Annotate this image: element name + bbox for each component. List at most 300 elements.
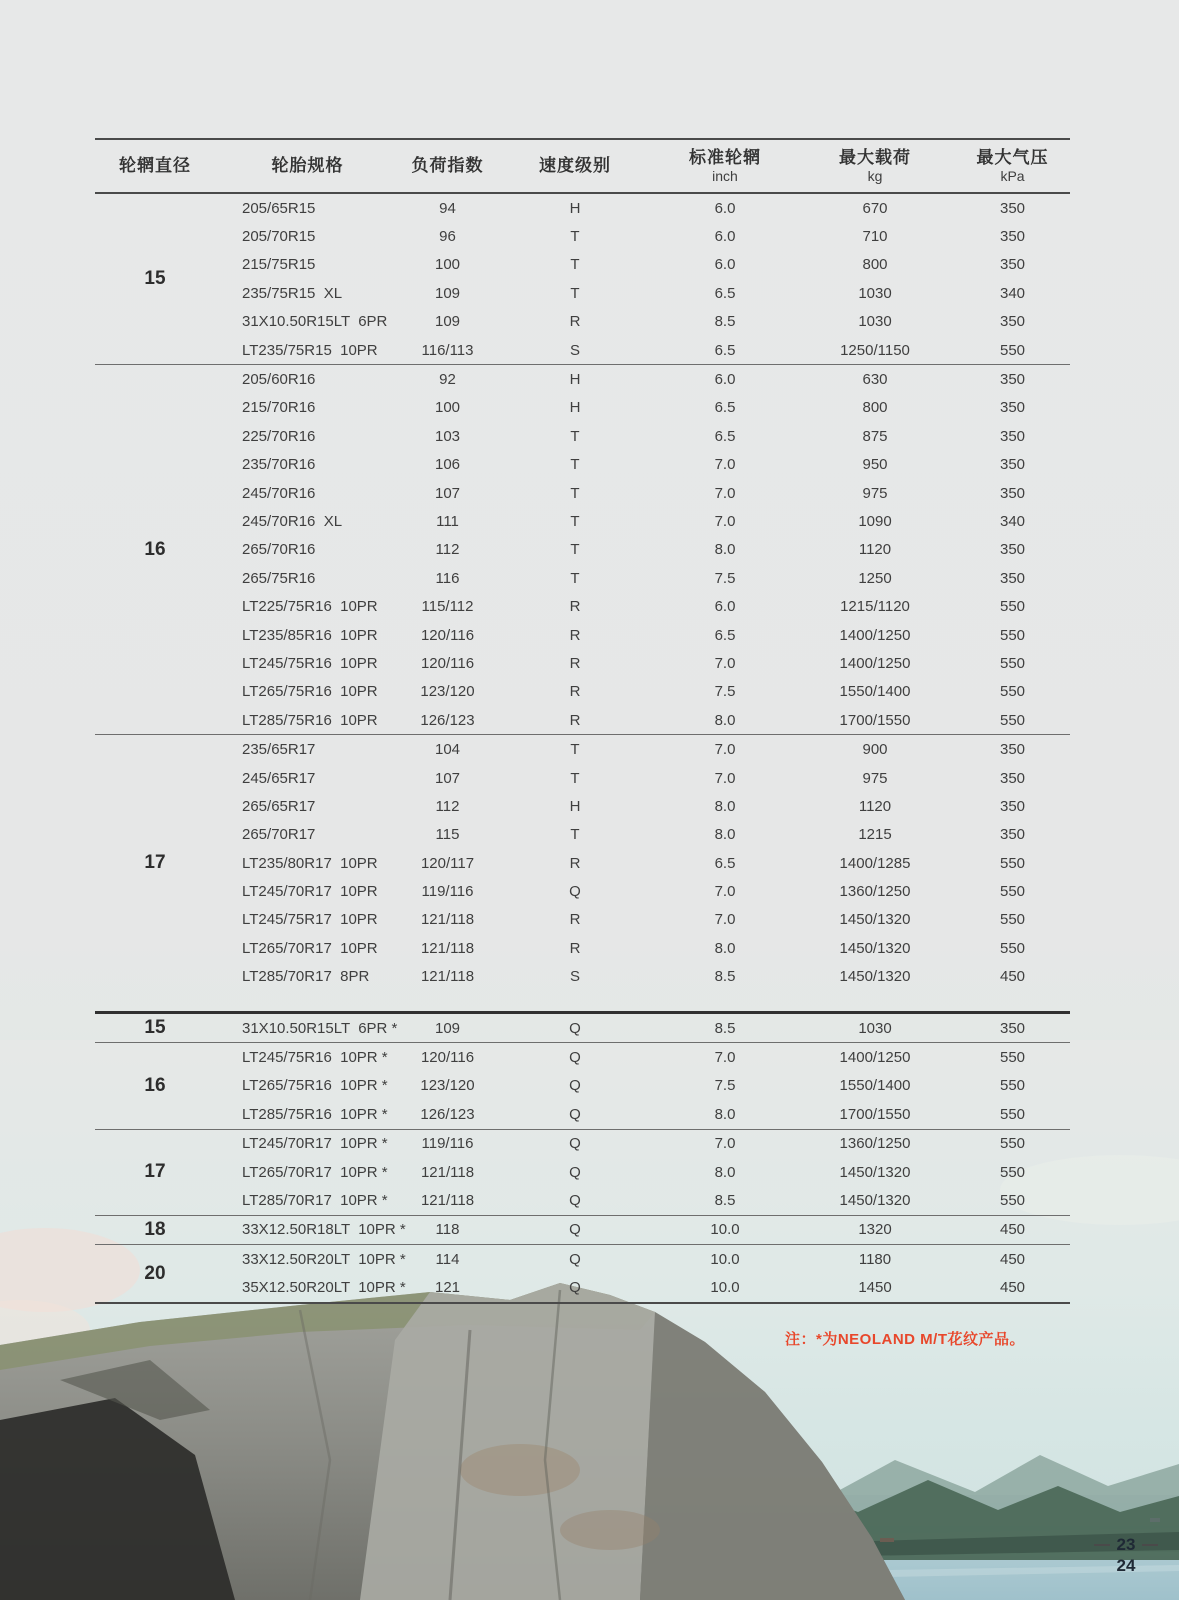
cell-rim-inch: 6.5	[714, 284, 736, 302]
cell-rim-inch: 6.5	[714, 427, 736, 445]
cell-tire-size: LT225/75R16 10PR	[242, 598, 378, 616]
cell-tire-size: 215/70R16	[242, 399, 316, 417]
table-row	[215, 649, 1070, 677]
cell-max-pressure-kpa: 350	[999, 456, 1026, 474]
cell-max-pressure-kpa: 550	[999, 598, 1026, 616]
cell-rim-inch: 8.0	[714, 939, 736, 957]
cell-max-load-kg: 1400/1250	[839, 654, 911, 672]
cell-max-load-kg: 670	[862, 199, 888, 217]
cell-rim-inch: 8.0	[714, 1163, 736, 1181]
cell-max-pressure-kpa: 550	[999, 1135, 1026, 1153]
cell-max-pressure-kpa: 350	[999, 228, 1026, 246]
rim-diameter-label: 17	[144, 1161, 166, 1183]
column-header: 速度级别	[539, 156, 611, 176]
table-row	[215, 877, 1070, 905]
cell-max-pressure-kpa: 350	[999, 1019, 1026, 1037]
cell-max-load-kg: 1120	[858, 541, 892, 559]
cell-tire-size: LT245/75R16 10PR	[242, 654, 378, 672]
cell-max-load-kg: 1030	[858, 1019, 892, 1037]
cell-speed-rating: T	[570, 512, 580, 530]
cell-load-index: 126/123	[420, 1105, 475, 1123]
rim-diameter-label: 16	[144, 1074, 166, 1096]
cell-max-pressure-kpa: 350	[999, 569, 1026, 587]
cell-max-pressure-kpa: 550	[999, 1105, 1026, 1123]
cell-rim-inch: 10.0	[710, 1279, 740, 1297]
cell-max-pressure-kpa: 340	[999, 512, 1026, 530]
rim-diameter-section	[95, 1042, 1070, 1128]
cell-load-index: 121/118	[420, 968, 475, 986]
cell-max-load-kg: 1400/1250	[839, 1049, 911, 1067]
cell-max-load-kg: 950	[862, 456, 888, 474]
cell-speed-rating: Q	[569, 1192, 581, 1210]
cell-tire-size: 215/75R15	[242, 256, 316, 274]
cell-max-load-kg: 900	[862, 741, 888, 759]
cell-max-load-kg: 1360/1250	[839, 1135, 911, 1153]
rim-diameter-section	[95, 1014, 1070, 1042]
cell-rim-inch: 6.5	[714, 399, 736, 417]
table-row	[215, 621, 1070, 649]
cell-max-pressure-kpa: 550	[999, 1077, 1026, 1095]
cell-rim-inch: 7.0	[714, 741, 736, 759]
cell-load-index: 121/118	[420, 939, 475, 957]
rim-diameter-label: 17	[144, 852, 166, 874]
cell-tire-size: 225/70R16	[242, 427, 316, 445]
cell-max-pressure-kpa: 350	[999, 427, 1026, 445]
cell-rim-inch: 8.5	[714, 313, 736, 331]
page-number-bottom: 24	[1116, 1556, 1136, 1575]
cell-load-index: 119/116	[421, 1135, 474, 1153]
cell-tire-size: LT285/75R16 10PR	[242, 711, 378, 729]
cell-tire-size: 235/65R17	[242, 741, 316, 759]
cell-tire-size: LT245/75R16 10PR *	[242, 1049, 388, 1067]
cell-speed-rating: T	[570, 284, 580, 302]
cell-rim-inch: 7.0	[714, 456, 736, 474]
cell-tire-size: LT235/80R17 10PR	[242, 854, 378, 872]
cell-rim-inch: 7.5	[714, 1077, 736, 1095]
rim-diameter-label: 15	[144, 268, 166, 290]
cell-speed-rating: Q	[569, 1163, 581, 1181]
footnote: 注：*为NEOLAND M/T花纹产品。	[785, 1331, 1025, 1348]
cell-tire-size: LT285/70R17 8PR	[242, 968, 370, 986]
cell-max-load-kg: 875	[862, 427, 888, 445]
cell-max-load-kg: 975	[862, 484, 888, 502]
cell-tire-size: 265/70R16	[242, 541, 316, 559]
cell-tire-size: 265/75R16	[242, 569, 316, 587]
cell-rim-inch: 7.0	[714, 484, 736, 502]
cell-max-pressure-kpa: 450	[999, 1250, 1026, 1268]
table-row	[215, 336, 1070, 364]
cell-rim-inch: 8.0	[714, 1105, 736, 1123]
cell-max-load-kg: 1030	[858, 313, 892, 331]
cell-tire-size: LT245/70R17 10PR	[242, 883, 378, 901]
cell-rim-inch: 7.0	[714, 769, 736, 787]
table-row	[215, 308, 1070, 336]
cell-max-load-kg: 630	[862, 371, 888, 389]
cell-max-pressure-kpa: 550	[999, 626, 1026, 644]
cell-tire-size: LT235/75R15 10PR	[242, 341, 378, 359]
table-row	[215, 1245, 1070, 1273]
cell-load-index: 114	[435, 1250, 460, 1268]
cell-speed-rating: R	[569, 711, 581, 729]
cell-rim-inch: 8.0	[714, 797, 736, 815]
cell-tire-size: 205/70R15	[242, 228, 316, 246]
cell-load-index: 121/118	[420, 1163, 475, 1181]
cell-max-load-kg: 1400/1250	[839, 626, 911, 644]
cell-max-load-kg: 975	[862, 769, 888, 787]
cell-rim-inch: 6.0	[714, 371, 736, 389]
rim-diameter-label: 15	[144, 1017, 166, 1039]
cell-load-index: 120/116	[420, 626, 475, 644]
table-row	[215, 1043, 1070, 1071]
cell-speed-rating: Q	[569, 1135, 581, 1153]
table-row	[215, 678, 1070, 706]
cell-max-load-kg: 1550/1400	[839, 1077, 911, 1095]
cell-speed-rating: Q	[569, 1077, 581, 1095]
rock-tan-patch	[560, 1510, 660, 1550]
table-row	[215, 934, 1070, 962]
cell-load-index: 112	[435, 797, 460, 815]
table-row	[215, 1158, 1070, 1186]
table-row	[215, 251, 1070, 279]
cell-tire-size: 205/60R16	[242, 371, 316, 389]
table-row	[215, 1274, 1070, 1302]
cell-max-load-kg: 1030	[858, 284, 892, 302]
table-row	[215, 564, 1070, 592]
tire-spec-table-mt	[95, 1011, 1070, 1304]
cell-speed-rating: R	[569, 626, 581, 644]
cell-load-index: 121/118	[420, 1192, 475, 1210]
table-row	[215, 1186, 1070, 1214]
cell-max-pressure-kpa: 350	[999, 741, 1026, 759]
cell-rim-inch: 7.0	[714, 911, 736, 929]
cell-speed-rating: T	[570, 569, 580, 587]
cell-load-index: 109	[434, 313, 461, 331]
table-row	[215, 821, 1070, 849]
cell-rim-inch: 7.5	[714, 569, 736, 587]
page-number-top: 23	[1116, 1535, 1136, 1554]
cell-speed-rating: Q	[569, 883, 581, 901]
cell-speed-rating: R	[569, 313, 581, 331]
cell-rim-inch: 8.5	[714, 1019, 736, 1037]
cell-load-index: 115/112	[421, 598, 474, 616]
cell-load-index: 116	[435, 569, 460, 587]
rock-light-face	[360, 1283, 655, 1600]
cell-rim-inch: 7.0	[714, 1135, 736, 1153]
cell-rim-inch: 8.0	[714, 711, 736, 729]
cell-max-load-kg: 1180	[858, 1250, 892, 1268]
cell-rim-inch: 8.5	[714, 968, 736, 986]
rim-diameter-section	[95, 194, 1070, 364]
cell-rim-inch: 10.0	[710, 1221, 740, 1239]
table-row	[215, 1014, 1070, 1042]
cell-max-load-kg: 1550/1400	[839, 683, 911, 701]
cell-load-index: 106	[434, 456, 461, 474]
cell-max-pressure-kpa: 350	[999, 399, 1026, 417]
cell-max-load-kg: 1450/1320	[839, 1192, 911, 1210]
cell-rim-inch: 7.0	[714, 1049, 736, 1067]
table-header-row	[95, 140, 1070, 194]
cell-tire-size: LT245/75R17 10PR	[242, 911, 378, 929]
cell-max-load-kg: 1090	[858, 512, 892, 530]
table-row	[215, 706, 1070, 734]
cell-load-index: 116/113	[421, 341, 474, 359]
cell-tire-size: 35X12.50R20LT 10PR *	[242, 1279, 406, 1297]
cell-tire-size: 31X10.50R15LT 6PR *	[242, 1019, 398, 1037]
cell-max-pressure-kpa: 550	[999, 1049, 1026, 1067]
rim-diameter-section	[95, 1129, 1070, 1215]
column-header: 轮胎规格	[271, 156, 344, 176]
cell-speed-rating: Q	[569, 1019, 581, 1037]
cell-tire-size: LT285/75R16 10PR *	[242, 1105, 388, 1123]
cell-max-pressure-kpa: 350	[999, 313, 1026, 331]
rim-diameter-label: 16	[144, 538, 166, 560]
cell-max-load-kg: 1360/1250	[839, 883, 911, 901]
cell-load-index: 104	[434, 741, 461, 759]
column-header: 最大气压 kPa	[976, 147, 1049, 184]
cell-max-load-kg: 1400/1285	[839, 854, 911, 872]
cell-tire-size: 235/70R16	[242, 456, 316, 474]
table-row	[215, 735, 1070, 763]
cell-max-pressure-kpa: 450	[999, 1221, 1026, 1239]
cell-tire-size: 33X12.50R18LT 10PR *	[242, 1221, 406, 1239]
cell-max-load-kg: 1450/1320	[839, 1163, 911, 1181]
cell-max-pressure-kpa: 550	[999, 939, 1026, 957]
cell-max-pressure-kpa: 350	[999, 797, 1026, 815]
cell-load-index: 96	[439, 228, 456, 246]
cell-tire-size: 245/70R16	[242, 484, 316, 502]
cell-max-pressure-kpa: 350	[999, 371, 1026, 389]
cell-rim-inch: 6.0	[714, 199, 736, 217]
table-row	[215, 963, 1070, 991]
cell-tire-size: 31X10.50R15LT 6PR	[242, 313, 388, 331]
table-row	[215, 394, 1070, 422]
cell-load-index: 121/118	[420, 911, 475, 929]
cell-load-index: 121	[434, 1279, 461, 1297]
cell-max-pressure-kpa: 350	[999, 769, 1026, 787]
cell-load-index: 126/123	[420, 711, 475, 729]
cell-load-index: 111	[436, 512, 459, 530]
cell-load-index: 107	[434, 484, 461, 502]
cell-tire-size: LT265/75R16 10PR *	[242, 1077, 388, 1095]
table-row	[215, 479, 1070, 507]
cell-load-index: 120/116	[420, 1049, 475, 1067]
cell-speed-rating: Q	[569, 1221, 581, 1239]
table-row	[215, 792, 1070, 820]
table-row	[215, 279, 1070, 307]
cell-rim-inch: 8.0	[714, 826, 736, 844]
cell-max-pressure-kpa: 450	[999, 1279, 1026, 1297]
cell-speed-rating: T	[570, 228, 580, 246]
cell-speed-rating: Q	[569, 1105, 581, 1123]
cell-max-load-kg: 1215	[858, 826, 892, 844]
cell-max-load-kg: 800	[862, 256, 888, 274]
cell-rim-inch: 6.5	[714, 626, 736, 644]
cell-rim-inch: 6.0	[714, 598, 736, 616]
cell-speed-rating: T	[570, 541, 580, 559]
table-row	[215, 365, 1070, 393]
cell-load-index: 109	[434, 1019, 461, 1037]
table-row	[215, 1072, 1070, 1100]
table-row	[215, 1216, 1070, 1244]
cell-tire-size: 265/65R17	[242, 797, 316, 815]
cell-speed-rating: T	[570, 256, 580, 274]
cell-tire-size: LT245/70R17 10PR *	[242, 1135, 388, 1153]
cell-max-pressure-kpa: 350	[999, 484, 1026, 502]
cell-load-index: 115	[435, 826, 460, 844]
cell-speed-rating: H	[569, 371, 581, 389]
page-number	[1091, 1536, 1161, 1574]
cell-rim-inch: 10.0	[710, 1250, 740, 1268]
rim-diameter-section	[95, 734, 1070, 991]
cell-tire-size: LT285/70R17 10PR *	[242, 1192, 388, 1210]
table-row	[215, 194, 1070, 222]
tire-spec-table-main	[95, 138, 1070, 991]
cell-rim-inch: 7.0	[714, 512, 736, 530]
cell-max-load-kg: 800	[862, 399, 888, 417]
cell-speed-rating: T	[570, 826, 580, 844]
cell-tire-size: 245/70R16 XL	[242, 512, 343, 530]
cell-tire-size: 235/75R15 XL	[242, 284, 343, 302]
cell-max-pressure-kpa: 350	[999, 256, 1026, 274]
cell-load-index: 100	[434, 256, 461, 274]
cell-load-index: 103	[434, 427, 461, 445]
cell-max-pressure-kpa: 550	[999, 911, 1026, 929]
cell-load-index: 120/116	[420, 654, 475, 672]
column-header: 负荷指数	[411, 156, 484, 176]
cell-speed-rating: R	[569, 683, 581, 701]
table-row	[215, 1130, 1070, 1158]
cell-load-index: 123/120	[420, 683, 475, 701]
rock-tan-patch	[460, 1444, 580, 1496]
cell-tire-size: 33X12.50R20LT 10PR *	[242, 1250, 406, 1268]
rim-diameter-label: 20	[144, 1262, 166, 1284]
cell-rim-inch: 7.0	[714, 883, 736, 901]
rim-diameter-section	[95, 364, 1070, 734]
cell-rim-inch: 8.5	[714, 1192, 736, 1210]
cell-load-index: 109	[434, 284, 461, 302]
cell-speed-rating: R	[569, 939, 581, 957]
cell-max-load-kg: 1250	[858, 569, 892, 587]
cell-max-pressure-kpa: 550	[999, 341, 1026, 359]
cell-max-pressure-kpa: 550	[999, 711, 1026, 729]
cell-rim-inch: 7.0	[714, 654, 736, 672]
cell-rim-inch: 6.0	[714, 256, 736, 274]
cell-load-index: 112	[435, 541, 460, 559]
rim-diameter-label: 18	[144, 1218, 166, 1240]
cell-rim-inch: 6.5	[714, 854, 736, 872]
table-row	[215, 451, 1070, 479]
rim-diameter-section	[95, 1244, 1070, 1302]
cell-tire-size: 265/70R17	[242, 826, 316, 844]
cell-speed-rating: Q	[569, 1049, 581, 1067]
cell-max-pressure-kpa: 350	[999, 826, 1026, 844]
cell-speed-rating: R	[569, 854, 581, 872]
cell-max-pressure-kpa: 550	[999, 1163, 1026, 1181]
cell-rim-inch: 6.0	[714, 228, 736, 246]
cell-speed-rating: R	[569, 654, 581, 672]
cell-max-pressure-kpa: 450	[999, 968, 1026, 986]
cell-max-pressure-kpa: 350	[999, 199, 1026, 217]
column-header: 轮辋直径	[119, 156, 191, 176]
cell-max-load-kg: 1450	[858, 1279, 892, 1297]
table-row	[215, 1100, 1070, 1128]
cell-load-index: 118	[435, 1221, 460, 1239]
cell-tire-size: LT265/70R17 10PR	[242, 939, 378, 957]
cell-load-index: 92	[439, 371, 456, 389]
cell-max-load-kg: 1700/1550	[839, 711, 911, 729]
cell-load-index: 119/116	[421, 883, 474, 901]
page-number-dash	[1094, 1544, 1110, 1546]
table-row	[215, 222, 1070, 250]
cell-max-load-kg: 1320	[858, 1221, 892, 1239]
cell-max-pressure-kpa: 350	[999, 541, 1026, 559]
cell-max-load-kg: 1120	[858, 797, 892, 815]
cell-speed-rating: Q	[569, 1279, 581, 1297]
cell-tire-size: 205/65R15	[242, 199, 316, 217]
boat	[880, 1538, 894, 1542]
cell-speed-rating: H	[569, 797, 581, 815]
cell-tire-size: LT235/85R16 10PR	[242, 626, 378, 644]
cell-speed-rating: T	[570, 427, 580, 445]
cell-max-pressure-kpa: 550	[999, 883, 1026, 901]
cell-speed-rating: T	[570, 456, 580, 474]
table-row	[215, 592, 1070, 620]
cell-max-pressure-kpa: 550	[999, 654, 1026, 672]
cell-max-load-kg: 1215/1120	[840, 598, 910, 616]
cell-max-load-kg: 1450/1320	[839, 939, 911, 957]
cell-load-index: 107	[434, 769, 461, 787]
rim-diameter-section	[95, 1215, 1070, 1244]
cell-speed-rating: T	[570, 769, 580, 787]
table-row	[215, 849, 1070, 877]
cell-speed-rating: S	[569, 341, 580, 359]
cell-tire-size: LT265/70R17 10PR *	[242, 1163, 388, 1181]
cell-max-pressure-kpa: 550	[999, 683, 1026, 701]
cell-load-index: 100	[434, 399, 461, 417]
cell-speed-rating: H	[569, 199, 581, 217]
cell-rim-inch: 6.5	[714, 341, 736, 359]
cell-speed-rating: S	[569, 968, 580, 986]
cell-speed-rating: T	[570, 741, 580, 759]
column-header: 标准轮辋 inch	[689, 147, 761, 184]
cell-speed-rating: Q	[569, 1250, 581, 1268]
cell-load-index: 123/120	[420, 1077, 475, 1095]
boat	[1150, 1518, 1160, 1522]
column-header: 最大载荷 kg	[839, 147, 911, 184]
cell-load-index: 120/117	[420, 854, 475, 872]
cell-tire-size: 245/65R17	[242, 769, 316, 787]
table-row	[215, 507, 1070, 535]
cell-speed-rating: R	[569, 911, 581, 929]
cell-max-pressure-kpa: 550	[999, 854, 1026, 872]
cell-speed-rating: R	[569, 598, 581, 616]
table-row	[215, 422, 1070, 450]
cell-max-load-kg: 1250/1150	[840, 341, 910, 359]
cell-max-load-kg: 710	[862, 228, 888, 246]
cell-max-pressure-kpa: 550	[999, 1192, 1026, 1210]
table-row	[215, 536, 1070, 564]
cell-max-load-kg: 1700/1550	[839, 1105, 911, 1123]
cell-load-index: 94	[439, 199, 456, 217]
table-row	[215, 764, 1070, 792]
table-row	[215, 906, 1070, 934]
page-number-dash	[1142, 1544, 1158, 1546]
cell-tire-size: LT265/75R16 10PR	[242, 683, 378, 701]
cell-speed-rating: H	[569, 399, 581, 417]
cell-rim-inch: 8.0	[714, 541, 736, 559]
cell-max-load-kg: 1450/1320	[839, 911, 911, 929]
cell-rim-inch: 7.5	[714, 683, 736, 701]
